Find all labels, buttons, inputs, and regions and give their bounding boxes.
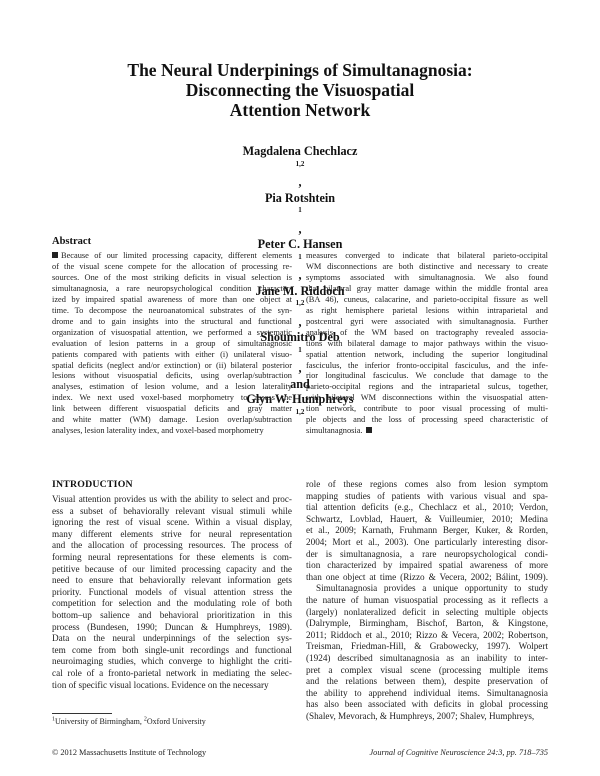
author-name: Magdalena Chechlacz [242,144,358,158]
line-text: measures converged to indicate that bilateral parieto-occipital [306,251,548,260]
text-line [52,251,292,262]
line-text: spatial attention network, including the superior longitudinal [306,349,548,359]
author-separator: and [290,376,310,391]
line-text: sources. One of the most striking deficits in visual selection is [52,272,292,282]
line-text: has also been associated with deficits in global processing [306,699,548,710]
text-line [306,549,548,561]
text-line [306,537,548,549]
text-line [52,656,292,668]
text-line [306,514,548,526]
title-line: Attention Network [229,100,371,120]
author-separator: , [298,314,302,329]
text-line [52,371,292,382]
text-line [306,251,548,262]
introduction-left-column [52,494,292,691]
line-text: drome and to gain insights into the structural and functional [52,316,292,326]
paper-title [60,60,540,120]
author-name: Peter C. Hansen [257,237,343,251]
text-line [52,564,292,576]
line-text: pret a complex visual scene (processing multiple items [306,664,548,675]
author-name: Pia Rotshtein [264,190,336,205]
line-text: with bilateral WM disconnections within the visuospatial atten- [306,393,548,403]
text-line [52,680,292,692]
line-text: 2011; Riddoch et al., 2010; Rizzo & Vecera, 2002; Robertson, [306,629,548,640]
line-text: postcentral gyri were associated with simultanagnosia. Further [306,316,548,326]
text-line [306,393,548,404]
line-text: ignoring the rest of visual scene. Within a visual display, [52,517,292,528]
text-line [52,317,292,328]
affiliation-footnote [52,717,206,726]
title-line: The Neural Underpinings of Simultanagnosia: [127,60,473,80]
text-line [52,622,292,634]
introduction-right-column [306,479,548,722]
text-line [52,306,292,317]
text-line [52,404,292,415]
line-text: process (Bundesen, 1990; Duncan & Humphreys, 1989). [52,621,292,632]
text-line [306,583,548,595]
line-text: rior longitudinal fasciculus. We conclude that damage to the [306,371,548,381]
line-text: tion of specific visual locations. Evidence on the necessary [52,679,269,690]
text-line [306,317,548,328]
text-line [52,645,292,657]
line-text: many different elements strive for neural representation [52,528,292,539]
line-text: the nature of human visuospatial processing as it reflects a [306,594,548,605]
line-text: tions with bilateral damage to major pathways within the visuo- [306,338,548,348]
line-text: simultanagnosia. [306,426,363,436]
text-line [306,676,548,688]
author-separator: , [298,361,302,375]
copyright-notice: © 2012 Massachusetts Institute of Technology [52,748,207,757]
line-text: (BA 46), cuneus, calacarine, and parieto-occipital fissure as well [306,294,548,304]
text-line [306,607,548,619]
text-line [306,273,548,284]
abstract-heading: Abstract [52,236,92,247]
line-text: need to ensure that behaviorally relevant information gets [52,575,292,586]
text-line [306,415,548,426]
author-affiliation-mark: 1 [298,205,302,214]
line-text: petitive because of our limited processing capacity and the [52,563,292,574]
line-text: 2004; Mort et al., 2003). One particularly interesting disor- [306,536,548,547]
line-text: that bilateral gray matter damage within the middle frontal area [306,283,548,293]
line-text: parieto-occipital regions and the intraparietal sulcus, together, [306,382,548,392]
line-text: tem come from both single-unit recordings and functional [52,644,292,655]
footnote-rule [52,713,112,714]
line-text: Data on the neural underpinnings of the selection sys- [52,633,292,644]
line-text: and the allocation of processing resources. The process of [52,540,292,551]
text-line [306,653,548,665]
text-line [306,426,548,437]
text-line [306,479,548,491]
author-affiliation-mark: 1,2 [295,159,305,168]
text-line [306,339,548,350]
line-text: link between different visuospatial deficits and gray matter [52,404,292,414]
text-line [306,284,548,295]
text-line [52,382,292,393]
text-line [52,393,292,404]
line-text: ized by impaired spatial awareness of more than one object at [52,294,292,304]
line-text: analysis of the WM based on tractography revealed associa- [306,327,548,337]
line-text: index. We next used voxel-based morphometry to assess the [52,393,292,403]
text-line [52,284,292,295]
line-text: and white matter (WM) damage. Lesion overlap/subtraction [52,415,292,425]
author-name: Jane M. Riddoch [255,283,345,298]
line-text: (Dalrymple, Birmingham, Bischof, Barton, & Kingstone, [306,618,548,629]
abstract-start-marker [52,252,58,258]
text-line [306,572,548,584]
abstract-left-column [52,251,292,437]
text-line [52,415,292,426]
line-text: symptoms associated with simultanagnosia. We also found [306,272,548,282]
text-line [52,295,292,306]
line-text: (Shalev, Mevorach, & Humphreys, 2007; Shalev, Humphreys, [306,710,535,721]
line-text: of the visual scene compete for the allocation of processing re- [52,261,292,271]
line-text: fasciculus, the inferior fronto-occipital fasciculus, and the infe- [306,360,548,370]
author-affiliation-mark: 1 [298,252,302,261]
author-affiliation-mark: 1,2 [295,407,305,416]
footnote-text: Oxford University [146,717,206,726]
line-text: forming neural representations for these elements is com- [52,551,292,562]
line-text: Visual attention provides us with the ability to select and proc- [52,494,292,504]
line-text: ess a subset of behaviorally relevant visual stimuli while [52,505,292,516]
text-line [52,273,292,284]
text-line [52,350,292,361]
text-line [52,517,292,529]
author-separator: , [298,175,302,189]
line-text: role of these regions comes also from lesion symptom [306,479,548,489]
text-line [306,525,548,537]
text-line [52,506,292,518]
line-text: evaluation of lesion patterns in a group of simultanagnosic [52,338,292,348]
text-line [306,361,548,372]
line-text: as right hemisphere parietal lesions within intraparietal and [306,305,548,315]
text-line [306,350,548,361]
author-affiliation-mark: 1,2 [295,298,305,307]
title-line: Disconnecting the Visuospatial [185,80,415,100]
text-line [306,618,548,630]
line-text: ple objects and the loss of processing speed characteristic of [306,415,548,425]
text-line [306,382,548,393]
text-line [52,587,292,599]
text-line [52,633,292,645]
author-affiliation-mark: 1 [298,345,302,354]
text-line [306,328,548,339]
line-text: der is simultanagnosia, a rare neuropsychological condi- [306,548,548,559]
text-line [52,328,292,339]
text-line [52,540,292,552]
line-text: (1924) described simultanagnosia as an inability to inter- [306,652,548,663]
text-line [52,262,292,273]
text-line [306,371,548,382]
line-text: tion network, contribute to poor visual processing of multi- [306,404,548,414]
line-text: Treisman, Friedman-Hill, & Grabowecky, 1997). Wolpert [306,641,548,652]
line-text: neuroimaging studies, which converge to highlight the criti- [52,656,292,667]
text-line [306,699,548,711]
footnote-mark: 2 [143,716,147,723]
text-line [306,306,548,317]
line-text: Schwartz, Lovblad, Hauert, & Vuilleumier, 2010; Medina [306,513,548,524]
text-line [52,426,292,437]
line-text: (largely) nonlateralized deficit in selecting multiple objects [306,606,548,617]
text-line [306,641,548,653]
footnote-mark: 1 [52,716,55,723]
text-line [52,339,292,350]
text-line [52,529,292,541]
text-line [306,711,548,723]
text-line [52,575,292,587]
author-separator: , [298,268,302,282]
line-text: competition for selection and the modulating role of both [52,598,292,609]
journal-citation: Journal of Cognitive Neuroscience 24:3, pp. 718–735 [369,748,548,757]
line-text: tion characterized by impaired spatial awareness of more [306,560,548,571]
author-separator: , [298,221,302,236]
line-text: than one object at time (Rizzo & Vecera, 2002; Bálint, 1909). [306,571,548,582]
line-text: simultanagnosia, a rare neuropsychological condition character- [52,283,292,293]
text-line [306,688,548,700]
line-text: lesions without visuospatial deficits, using overlap/subtraction [52,371,292,381]
line-text: bottom–up salience and behavioral prioritization in this [52,609,292,620]
text-line [306,560,548,572]
line-text: analyses, estimation of lesion volume, and a lesion laterality [52,382,292,392]
line-text: spatial deficits (neglect and/or extinction) or (ii) bilateral posterior [52,360,292,370]
line-text: mapping studies of patients with various visual and spa- [306,490,548,501]
abstract-right-column [306,251,548,437]
text-line [306,665,548,677]
text-line [52,361,292,372]
line-text: analyses, lesion laterality index, and voxel-based morphometry [52,426,264,436]
abstract-end-marker [366,427,372,433]
text-line [306,262,548,273]
line-text: WM disconnections are both distinctive and necessary to create [306,261,548,271]
author-name: Shoumitro Deb [260,330,340,344]
line-text: tial attention deficits (e.g., Chechlacz et al., 2010; Verdon, [306,502,548,513]
text-line [306,404,548,415]
line-text: patients compared with patients with either (i) unilateral visuo- [52,349,292,359]
line-text: and the relations between them), despite preservation of [306,676,548,687]
text-line [52,610,292,622]
text-line [306,502,548,514]
text-line [306,630,548,642]
text-line [52,668,292,680]
introduction-heading: INTRODUCTION [52,479,133,490]
text-line [306,295,548,306]
line-text: cal role of a fronto-parietal network in mediating the selec- [52,667,292,678]
line-text: time. To decompose the neuroanatomical substrates of the syn- [52,305,292,315]
line-text: priority. Functional models of visual attention stress the [52,586,292,597]
author-name: Glyn W. Humphreys [246,392,354,406]
text-line [52,598,292,610]
footnote-text: University of Birmingham, [55,717,144,726]
line-text: et al., 2009; Karnath, Fruhmann Berger, Kuker, & Rorden, [306,525,548,536]
line-text: Because of our limited processing capacity, different elements [61,251,292,260]
line-text: Simultanagnosia provides a unique opportunity to study [316,583,548,594]
line-text: the ability to apprehend individual items. Simultanagnosia [306,687,548,698]
text-line [306,595,548,607]
text-line [52,494,292,506]
text-line [52,552,292,564]
line-text: organization of visuospatial attention, we performed a systematic [52,327,292,337]
text-line [306,491,548,503]
